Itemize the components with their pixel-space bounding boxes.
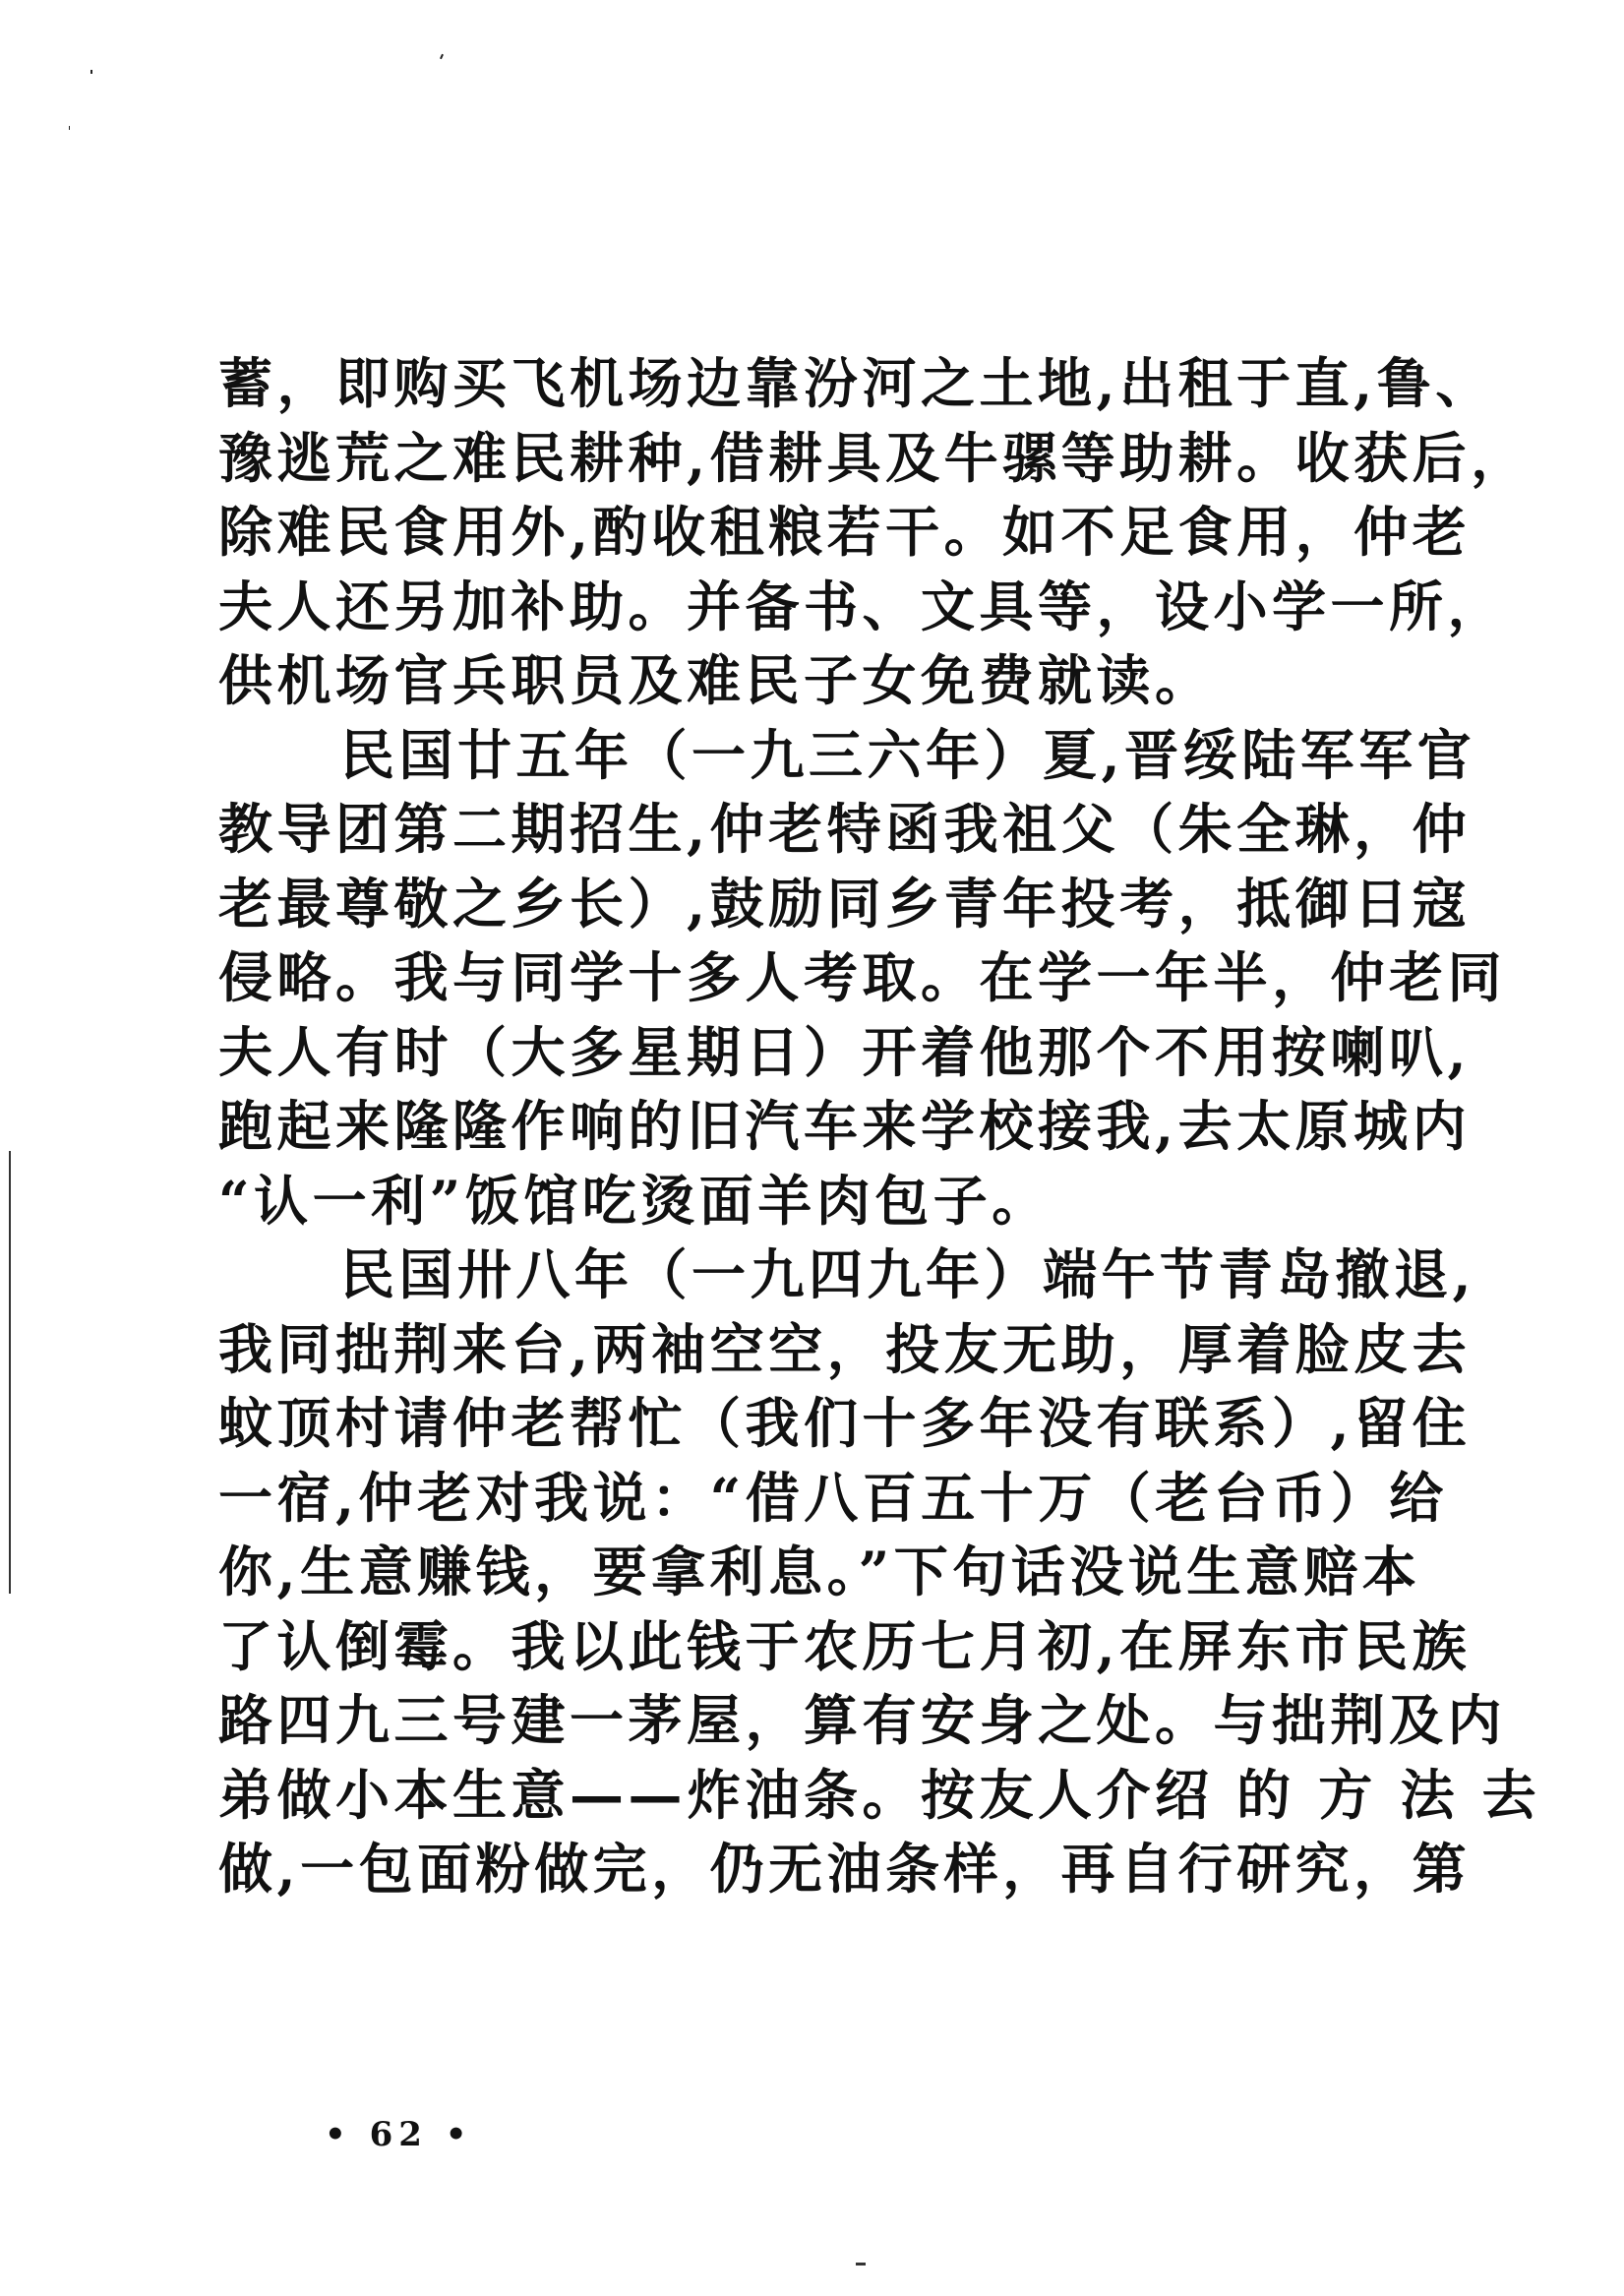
text-line: 跑起来隆隆作响的旧汽车来学校接我,去太原城内 xyxy=(218,1094,1472,1158)
scan-speck xyxy=(90,70,92,74)
text-line: 供机场官兵职员及难民子女免费就读。 xyxy=(218,648,1214,712)
scan-speck xyxy=(440,54,444,59)
text-line: 了认倒霉。我以此钱于农历七月初,在屏东市民族 xyxy=(218,1613,1472,1678)
text-line: 蚊顶村请仲老帮忙（我们十多年没有联系）,留住 xyxy=(218,1391,1472,1455)
text-line: 老最尊敬之乡长）,鼓励同乡青年投考，抵御日寇 xyxy=(218,871,1472,936)
text-line: 豫逃荒之难民耕种,借耕具及牛骡等助耕。收获后， xyxy=(218,425,1530,490)
scan-speck xyxy=(69,126,70,130)
text-line: 除难民食用外,酌收租粮若干。如不足食用，仲老 xyxy=(218,500,1472,564)
text-line: 做,一包面粉做完，仍无油条样，再自行研究，第 xyxy=(218,1837,1472,1901)
text-line: 你,生意赚钱，要拿利息。”下句话没说生意赔本 xyxy=(218,1540,1421,1603)
text-line: 侵略。我与同学十多人考取。在学一年半，仲老同 xyxy=(218,945,1507,1009)
text-line: 教导团第二期招生,仲老特函我祖父（朱全琳，仲 xyxy=(218,797,1472,861)
paragraph-start-line: 民国卅八年（一九四九年）端午节青岛撤退, xyxy=(340,1242,1476,1306)
text-line: 一宿,仲老对我说：“借八百五十万（老台币）给 xyxy=(218,1465,1448,1530)
text-line: 路四九三号建一茅屋，算有安身之处。与拙荆及内 xyxy=(218,1688,1507,1752)
scan-speck xyxy=(856,2263,866,2266)
text-line: 夫人还另加补助。并备书、文具等，设小学一所， xyxy=(218,574,1507,638)
text-line: 弟做小本生意——炸油条。按友人介绍 的 方 法 去 xyxy=(218,1762,1541,1827)
text-line: “认一利”饭馆吃烫面羊肉包子。 xyxy=(218,1168,1051,1233)
scan-edge-line xyxy=(9,1151,11,1594)
page-number: • 62 • xyxy=(325,2115,473,2154)
page-body xyxy=(218,346,1541,1906)
paragraph-start-line: 民国廿五年（一九三六年）夏,晋绥陆军军官 xyxy=(340,722,1476,787)
text-line: 蓄，即购买飞机场边靠汾河之土地,出租于直,鲁、 xyxy=(218,351,1494,415)
text-line: 夫人有时（大多星期日）开着他那个不用按喇叭, xyxy=(218,1019,1472,1084)
text-line: 我同拙荆来台,两袖空空，投友无助，厚着脸皮去 xyxy=(218,1316,1472,1381)
